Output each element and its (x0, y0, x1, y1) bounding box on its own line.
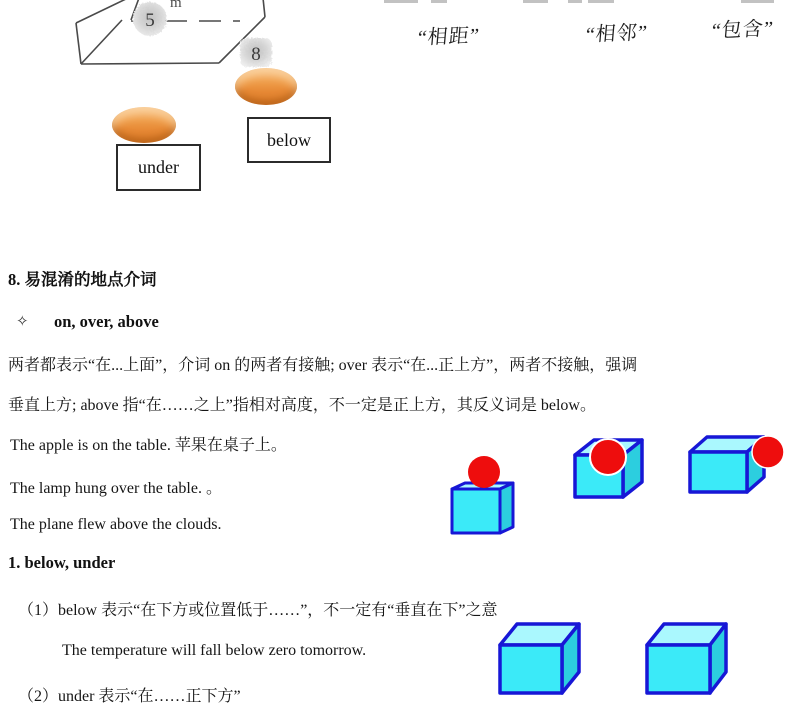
wireframe-box-figure (55, 0, 295, 75)
red-ball (590, 439, 626, 475)
red-ball (752, 436, 784, 468)
dimension-unit-label: m (170, 0, 182, 11)
scan-artifact (588, 0, 614, 3)
handwritten-note-adjacent: “相邻” (584, 21, 649, 47)
section-heading-confusable: 8. 易混淆的地点介词 (8, 270, 157, 289)
orange-disc-under (112, 107, 176, 143)
scan-artifact (568, 0, 582, 3)
example-sentence-over: The lamp hung over the table. 。 (10, 480, 222, 497)
below-label: below (267, 129, 311, 150)
scan-artifact (431, 0, 447, 3)
paragraph-line-2: 垂直上方; above 指“在……之上”指相对高度，不一定是正上方，其反义词是 below。 (8, 397, 596, 414)
point-1-example: The temperature will fall below zero tomorrow. (62, 642, 367, 659)
under-label: under (138, 157, 179, 177)
cube-ball-beside-figure (683, 430, 793, 500)
scan-artifact (741, 0, 774, 3)
under-label-box (116, 144, 201, 191)
cube-plain-right-figure (642, 618, 737, 695)
dimension-value-5: 5 (145, 10, 155, 31)
handwritten-note-apart: “相距” (416, 24, 481, 50)
handwritten-note-contain: “包含” (710, 17, 775, 43)
example-sentence-above: The plane flew above the clouds. (10, 516, 222, 533)
paragraph-line-1: 两者都表示“在...上面”，介词 on 的两者有接触; over 表示“在...正上方”，两者不接触，强调 (8, 357, 638, 374)
scan-artifact (523, 0, 548, 3)
orange-disc-below (235, 68, 297, 105)
scan-artifact (384, 0, 418, 3)
example-sentence-on: The apple is on the table. 苹果在桌子上。 (10, 437, 287, 454)
cube-plain-left-figure (495, 618, 590, 695)
section-heading-below-under: 1. below, under (8, 553, 116, 572)
diamond-bullet-icon: ✧ (16, 314, 29, 330)
point-2-under: （2）under 表示“在……正下方” (18, 688, 241, 705)
point-1-below: （1）below 表示“在下方或位置低于……”，不一定有“垂直在下”之意 (18, 602, 498, 619)
below-label-box (247, 117, 331, 163)
cube-ball-over-figure (565, 432, 650, 507)
cube-ball-on-top-figure (440, 450, 532, 545)
red-ball (468, 456, 500, 488)
subheading-on-over-above: on, over, above (54, 312, 159, 331)
dimension-value-8: 8 (251, 44, 261, 65)
